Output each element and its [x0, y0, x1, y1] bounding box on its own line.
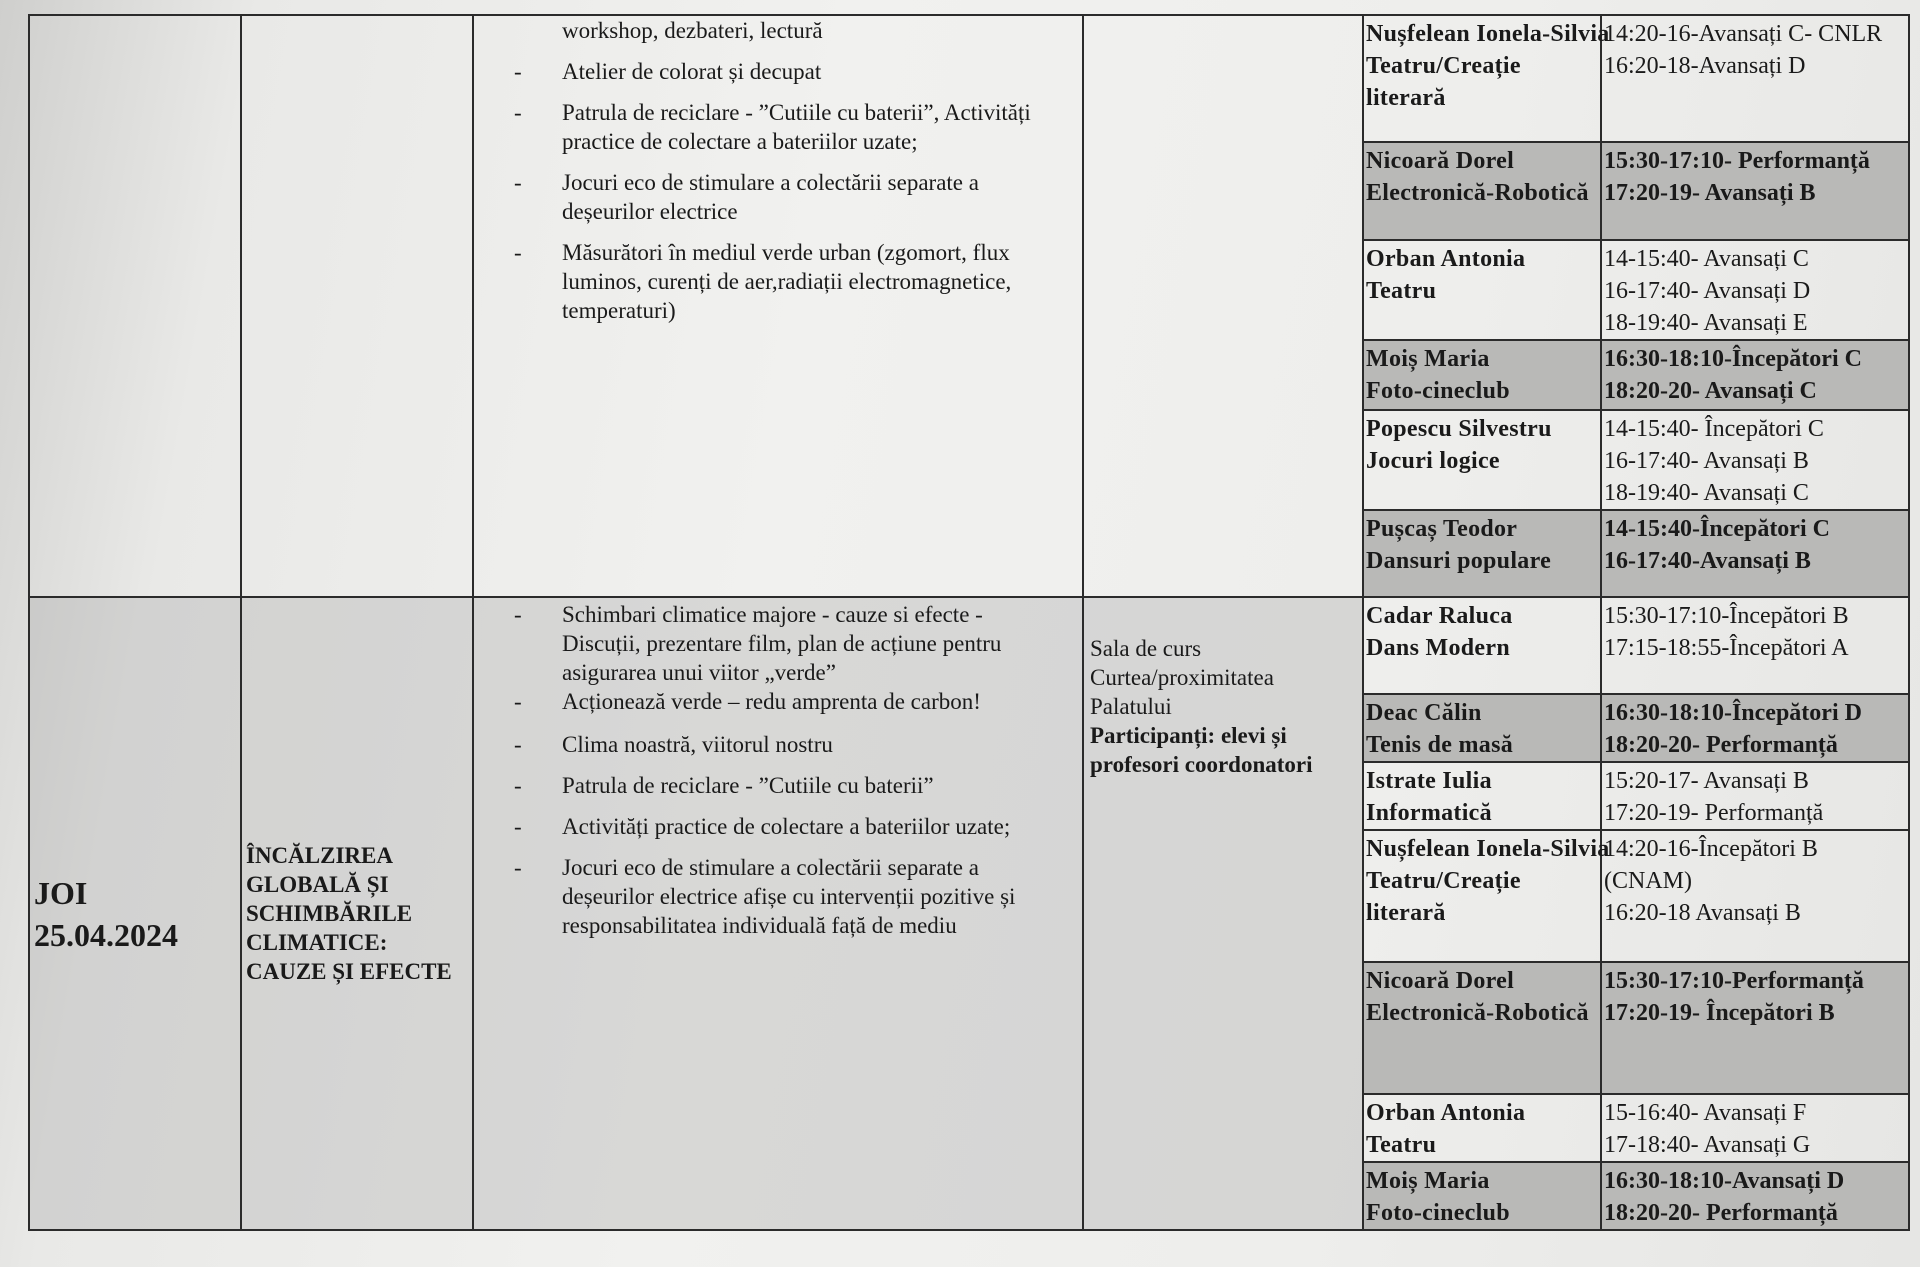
time-slot: 16:30-18:10-Începători C: [1604, 346, 1862, 372]
teacher-row: [1364, 16, 1908, 142]
activity-item: - Jocuri eco de stimulare a colectării separate a deșeurilor electrice afișe cu intervenții pozitive și responsabilitatea individuală față de mediu: [514, 853, 1052, 940]
date-label: 25.04.2024: [34, 916, 178, 953]
schedule-row-continuation: [29, 15, 1909, 597]
theme-cell: [241, 597, 473, 1230]
teacher-name: Deac Călin: [1366, 700, 1482, 726]
teachers-table: [1364, 16, 1908, 596]
schedule-row-thursday: [29, 597, 1909, 1230]
teacher-subject: Teatru: [1366, 1132, 1437, 1158]
time-slot: 16-17:40- Avansați D: [1604, 278, 1811, 304]
teacher-subject: Dansuri populare: [1366, 548, 1552, 574]
teacher-subject: Foto-cineclub: [1366, 1200, 1510, 1226]
time-slot: 14-15:40-Începători C: [1604, 516, 1830, 542]
time-slot: 16-17:40- Avansați B: [1604, 448, 1809, 474]
teacher-subject: Informatică: [1366, 800, 1492, 826]
activity-item: - Jocuri eco de stimulare a colectării separate a deșeurilor electrice: [514, 168, 1052, 226]
time-slot: 17:15-18:55-Începători A: [1604, 635, 1849, 661]
teachers-table: [1364, 598, 1908, 1229]
teacher-subject: Tenis de masă: [1366, 732, 1514, 758]
teacher-name: Nicoară Dorel: [1366, 148, 1515, 174]
activity-item: - Acționează verde – redu amprenta de carbon!: [514, 687, 1052, 716]
activity-item: - Activități practice de colectare a bateriilor uzate;: [514, 812, 1052, 841]
teacher-row: [1364, 1094, 1908, 1162]
activity-item: - Schimbari climatice majore - cauze si efecte - Discuții, prezentare film, plan de acțiune pentru asigurarea unui viitor „verde”: [514, 600, 1052, 687]
teacher-name: Popescu Silvestru: [1366, 416, 1552, 442]
time-slot: 17:20-19- Avansați B: [1604, 180, 1816, 206]
teacher-subject: Dans Modern: [1366, 635, 1510, 661]
activities-cell: [473, 597, 1083, 1230]
time-slot: 16-17:40-Avansați B: [1604, 548, 1811, 574]
teacher-name: Nușfelean Ionela-Silvia: [1366, 836, 1610, 862]
time-slot: 15:30-17:10-Începători B: [1604, 603, 1849, 629]
time-slot: 14-15:40- Începători C: [1604, 416, 1824, 442]
teacher-row: [1364, 762, 1908, 830]
location-line: Curtea/proximitatea Palatului: [1090, 665, 1274, 719]
day-cell-empty: [29, 15, 241, 597]
activity-item: - Patrula de reciclare - ”Cutiile cu baterii”, Activități practice de colectare a bateriilor uzate;: [514, 98, 1052, 156]
teacher-row: [1364, 410, 1908, 510]
activities-cell: [473, 15, 1083, 597]
theme-title: ÎNCĂLZIREA GLOBALĂ ȘI SCHIMBĂRILE CLIMATICE: CAUZE ȘI EFECTE: [246, 843, 452, 984]
time-slot: 16:30-18:10-Începători D: [1604, 700, 1862, 726]
time-slot: 18-19:40- Avansați E: [1604, 310, 1808, 336]
day-cell: [29, 597, 241, 1230]
time-slot: 14:20-16-Avansați C- CNLR: [1604, 21, 1883, 47]
teacher-subject: Electronică-Robotică: [1366, 180, 1589, 206]
time-slot: 16:20-18 Avansați B: [1604, 900, 1801, 926]
teacher-row: [1364, 510, 1908, 596]
teacher-name: Nușfelean Ionela-Silvia: [1366, 21, 1610, 47]
time-slot: 17-18:40- Avansați G: [1604, 1132, 1811, 1158]
teacher-subject: Jocuri logice: [1366, 448, 1500, 474]
participants-label: Participanți: elevi și profesori coordonatori: [1090, 723, 1313, 777]
teacher-name: Istrate Iulia: [1366, 768, 1492, 794]
teachers-cell: [1363, 15, 1909, 597]
teacher-subject: Teatru: [1366, 278, 1437, 304]
time-slot: 18-19:40- Avansați C: [1604, 480, 1809, 506]
teacher-row: [1364, 240, 1908, 340]
time-slot: 15:30-17:10- Performanță: [1604, 148, 1870, 174]
teacher-subject: Teatru/Creație literară: [1366, 53, 1521, 111]
teacher-row: [1364, 830, 1908, 962]
time-slot: 16:20-18-Avansați D: [1604, 53, 1806, 79]
theme-cell-empty: [241, 15, 473, 597]
teacher-name: Orban Antonia: [1366, 246, 1526, 272]
time-slot: 18:20-20- Performanță: [1604, 732, 1838, 758]
teacher-row: [1364, 598, 1908, 694]
teacher-name: Nicoară Dorel: [1366, 968, 1515, 994]
activity-item: - Clima noastră, viitorul nostru: [514, 730, 1052, 759]
teacher-row: [1364, 962, 1908, 1094]
activity-item: - Patrula de reciclare - ”Cutiile cu baterii”: [514, 771, 1052, 800]
time-slot: 14-15:40- Avansați C: [1604, 246, 1809, 272]
time-slot: 15:30-17:10-Performanță: [1604, 968, 1864, 994]
teacher-subject: Foto-cineclub: [1366, 378, 1510, 404]
time-slot: 16:30-18:10-Avansați D: [1604, 1168, 1845, 1194]
location-cell-empty: [1083, 15, 1363, 597]
teacher-subject: Electronică-Robotică: [1366, 1000, 1589, 1026]
schedule-table: [28, 14, 1910, 1231]
teacher-name: Moiș Maria: [1366, 346, 1490, 372]
teacher-row: [1364, 142, 1908, 240]
day-label: JOI: [34, 874, 88, 911]
time-slot: 14:20-16-Începători B (CNAM): [1604, 836, 1818, 894]
time-slot: 17:20-19- Performanță: [1604, 800, 1824, 826]
teacher-subject: Teatru/Creație literară: [1366, 868, 1521, 926]
teacher-name: Moiș Maria: [1366, 1168, 1490, 1194]
teacher-name: Cadar Raluca: [1366, 603, 1513, 629]
activity-item: - Măsurători în mediul verde urban (zgomort, flux luminos, curenți de aer,radiații electromagnetice, temperaturi): [514, 238, 1052, 325]
time-slot: 15:20-17- Avansați B: [1604, 768, 1809, 794]
teacher-name: Pușcaș Teodor: [1366, 516, 1518, 542]
teacher-name: Orban Antonia: [1366, 1100, 1526, 1126]
location-cell: [1083, 597, 1363, 1230]
teacher-row: [1364, 1162, 1908, 1229]
teacher-row: [1364, 340, 1908, 410]
activity-item: workshop, dezbateri, lectură: [562, 18, 823, 43]
time-slot: 15-16:40- Avansați F: [1604, 1100, 1807, 1126]
teacher-row: [1364, 694, 1908, 762]
time-slot: 17:20-19- Începători B: [1604, 1000, 1835, 1026]
teachers-cell: [1363, 597, 1909, 1230]
time-slot: 18:20-20- Performanță: [1604, 1200, 1838, 1226]
time-slot: 18:20-20- Avansați C: [1604, 378, 1817, 404]
location-line: Sala de curs: [1090, 636, 1202, 661]
activity-item: - Atelier de colorat și decupat: [514, 57, 1052, 86]
